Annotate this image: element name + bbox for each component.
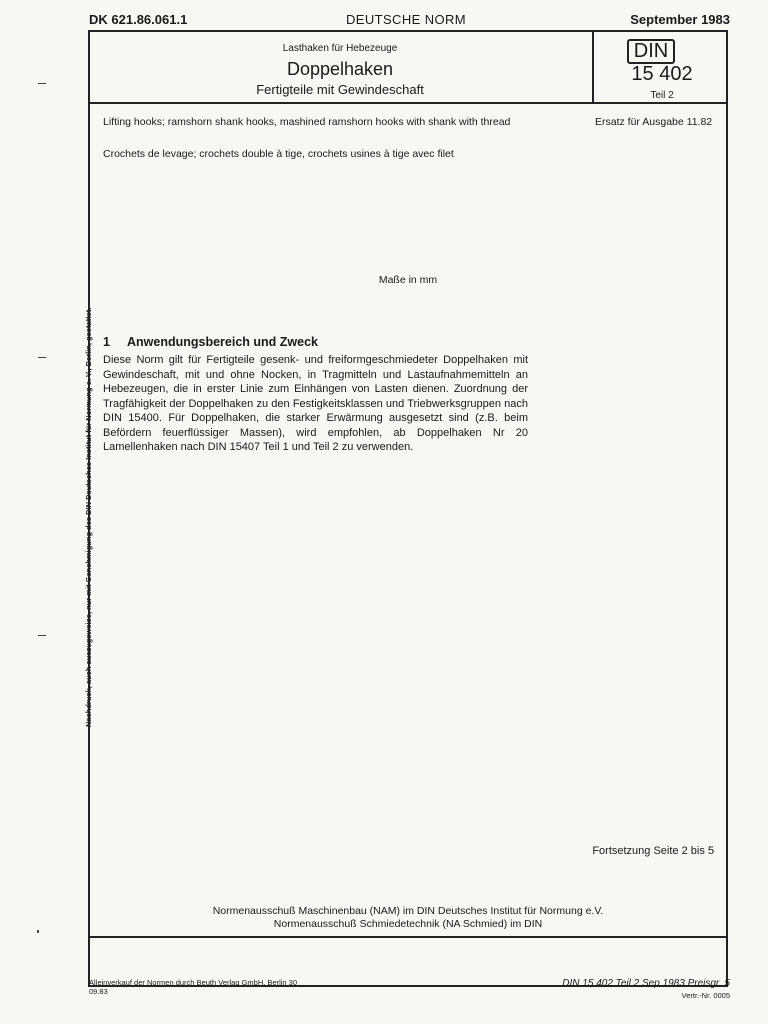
footer-divider (90, 936, 726, 938)
document-classification: DK 621.86.061.1 (89, 12, 188, 27)
section-body: Diese Norm gilt für Fertigteile gesenk- und freiformgeschmiedeter Doppelhaken mit Gewindeschaft, mit und ohne Nocken, in Tragmitteln und Lastaufnahmemitteln an Hebezeugen, die in erster Linie zum Einhängen von Lasten dienen. Zuordnung der Tragfähigkeit der Doppelhaken zu den Festigkeitsklassen und Triebwerksgruppen nach DIN 15400. Für Doppelhaken, die starker Erwärmung ausgesetzt sind (z.B. beim Befördern feuerflüssiger Massen), wird empfohlen, ab Doppelhaken Nr 20 Lamellenhaken nach DIN 15407 Teil 1 und Teil 2 zu verwenden. (103, 354, 528, 453)
document-frame (88, 30, 728, 987)
footer-edition-code: 09.83 (89, 987, 108, 996)
standard-type-heading: DEUTSCHE NORM (346, 12, 467, 27)
footer-publisher (89, 978, 297, 996)
footer-distribution-number: Vertr.-Nr. 0005 (681, 991, 730, 1000)
section-title: Anwendungsbereich und Zweck (127, 335, 318, 349)
margin-tick (38, 357, 46, 358)
section-heading (103, 335, 318, 349)
margin-tick (38, 83, 46, 84)
header-column-divider (592, 32, 594, 102)
header-subtitle: Lasthaken für Hebezeuge (282, 43, 398, 54)
replaces-edition: Ersatz für Ausgabe 11.82 (595, 116, 713, 128)
committee-line-2: Normenausschuß Schmiedetechnik (NA Schmied) im DIN (273, 918, 543, 930)
margin-dot (37, 930, 39, 933)
reprint-notice: Nachdruck, auch auszugsweise, nur mit Genehmigung des DIN Deutsches Institut für Normung e. V., Berlin, gestattet. (84, 307, 93, 727)
footer-publisher-line: Alleinverkauf der Normen durch Beuth Verlag GmbH, Berlin 30 (89, 978, 298, 987)
page-title: Doppelhaken (286, 59, 394, 79)
margin-tick (38, 635, 46, 636)
standard-number: 15 402 (631, 63, 693, 85)
din-logo: DIN (627, 39, 675, 64)
committee-line-1: Normenausschuß Maschinenbau (NAM) im DIN Deutsches Institut für Normung e.V. (212, 905, 604, 917)
header-divider (90, 102, 726, 104)
dimensions-note: Maße in mm (378, 274, 438, 286)
english-title: Lifting hooks; ramshorn shank hooks, mashined ramshorn hooks with shank with thread (103, 116, 511, 128)
section-number: 1 (103, 335, 110, 349)
french-title: Crochets de levage; crochets double à tige, crochets usines à tige avec filet (103, 148, 454, 160)
issue-date: September 1983 (630, 12, 730, 27)
standard-part: Teil 2 (650, 90, 674, 101)
footer-reference: DIN 15 402 Teil 2 Sep 1983 Preisgr. 5 (562, 978, 730, 989)
header-subtitle-2: Fertigteile mit Gewindeschaft (256, 82, 424, 97)
continuation-note: Fortsetzung Seite 2 bis 5 (592, 845, 714, 857)
